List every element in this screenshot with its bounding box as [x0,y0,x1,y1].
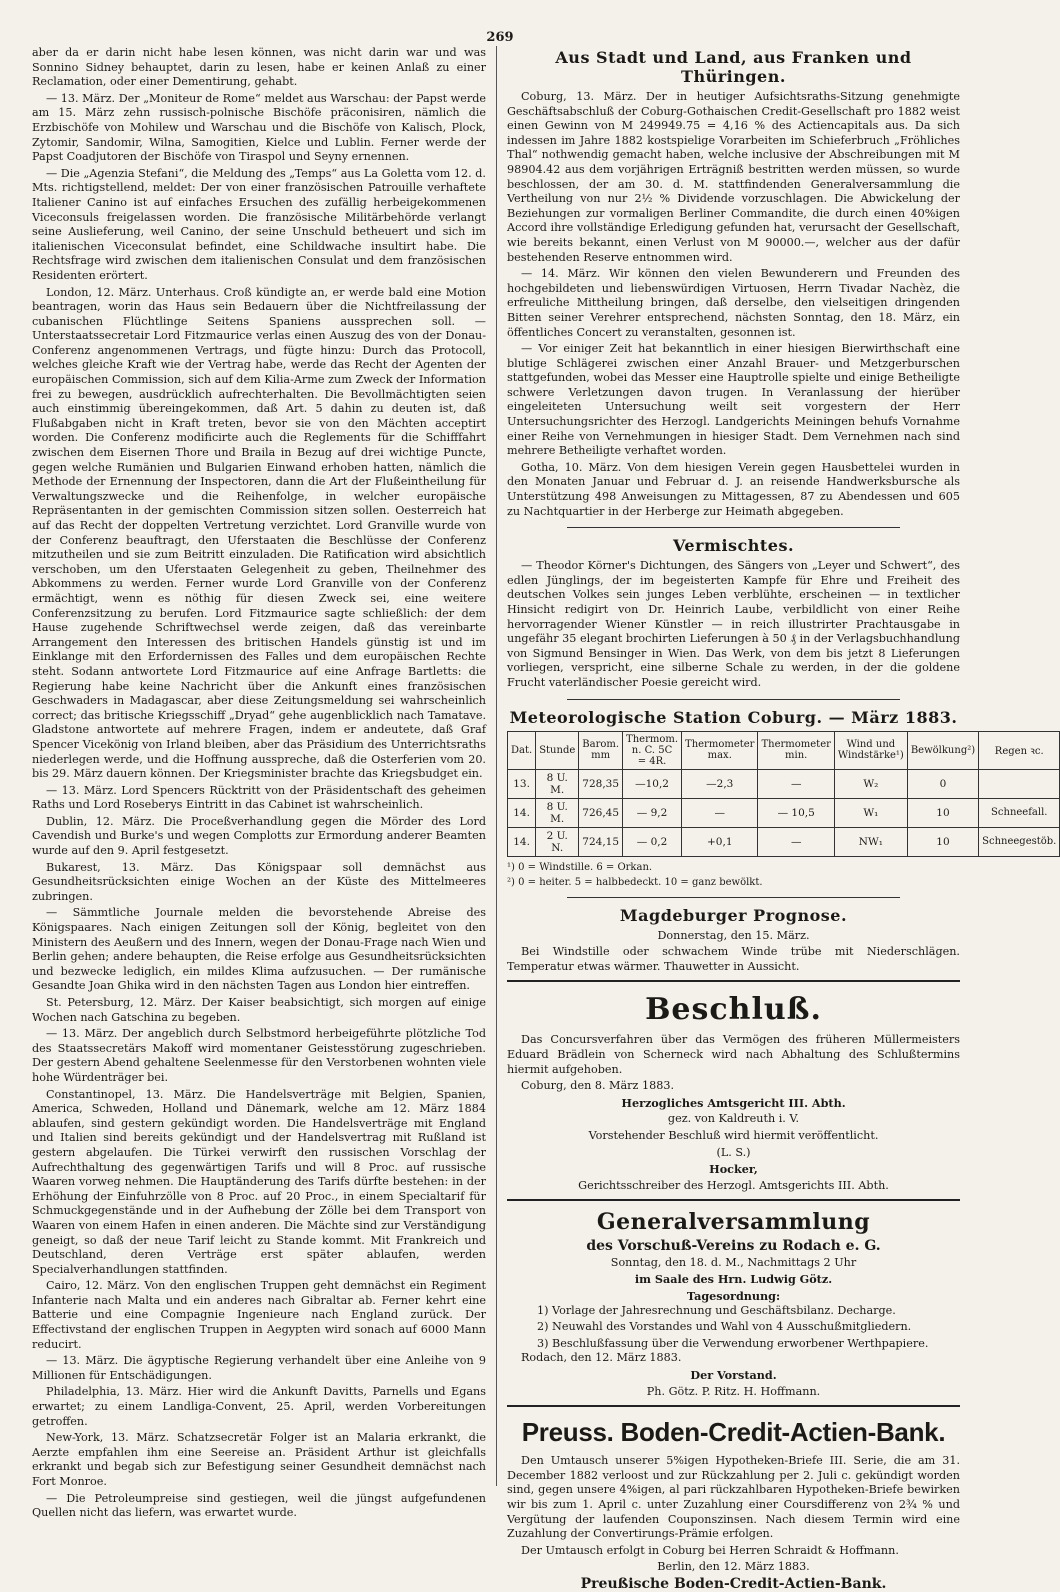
article-paragraph: Bukarest, 13. März. Das Königspaar soll demnächst aus Gesundheitsrücksichten einige Wochen an der Küste des Mittelmeeres zubringen. [32,860,486,903]
weather-station-heading: Meteorologische Station Coburg. — März 1883. [509,707,958,727]
page-number: 269 [486,30,514,45]
table-cell: — [758,769,834,798]
bank-heading: Preuss. Boden-Credit-Actien-Bank. [521,1417,946,1448]
notice-publication: Vorstehender Beschluß wird hiermit veröffentlicht. [588,1128,879,1142]
article-paragraph: — Die Petroleumpreise sind gestiegen, weil die jüngst aufgefundenen Quellen nicht das liefern, was erwartet wurde. [32,1491,486,1520]
divider [507,1199,960,1201]
article-paragraph: — 13. März. Die ägyptische Regierung verhandelt über eine Anleihe von 9 Millionen für Entschädigungen. [32,1354,486,1382]
table-row [508,798,1060,827]
right-column [496,46,1057,1592]
article-paragraph: Gotha, 10. März. Von dem hiesigen Verein gegen Hausbettelei wurden in den Monaten Januar und Februar d. J. an reisende Handwerksbursche als Unterstützung 498 Anweisungen zu Mittagessen, 87 zu Abendessen und 605 zu Nachtquartier in der Herberge zur Heimath abgegeben. [507,460,960,518]
table-cell: NW₁ [834,827,907,856]
divider [567,699,900,700]
table-cell: +0,1 [682,827,758,856]
article-paragraph: St. Petersburg, 12. März. Der Kaiser beabsichtigt, sich morgen auf einige Wochen nach Gatschina zu begeben. [32,996,486,1024]
article-paragraph: — 13. März. Lord Spencers Rücktritt von der Präsidentschaft des geheimen Raths und Lord Roseberys Eintritt in das Cabinet ist wahrscheinlich. [32,783,486,812]
table-cell: 0 [907,769,978,798]
article-paragraph: — Vor einiger Zeit hat bekanntlich in einer hiesigen Bierwirthschaft eine blutige Schlägerei zwischen einer Anzahl Brauer- und Metzgerburschen stattgefunden, wobei das Messer eine Hauptrolle spielte und einige Betheiligte schwere Verletzungen davon trugen. In Veranlassung der hierüber eingeleiteten Untersuchung weilt seit vorgestern der Herr Untersuchungsrichter des Herzogl. Landgerichts Meiningen behufs Vornahme einer Reihe von Vernehmungen in hiesiger Stadt. Dem Vernehmen nach sind mehrere Betheiligte verhaftet worden. [507,342,960,458]
agenda-item: 2) Neuwahl des Vorstandes und Wahl von 4 Ausschußmitgliedern. [537,1320,912,1334]
weather-table [507,731,1060,857]
weather-footnote: ¹) 0 = Windstille. 6 = Orkan. [507,861,653,873]
article-paragraph: aber da er darin nicht habe lesen können, was nicht darin war und was Sonnino Sidney behauptet, darin zu lesen, habe er keinen Anlaß zu einer Reclamation, oder einer Dementirung, gehabt. [32,46,486,89]
table-cell: 10 [907,827,978,856]
section-heading-local-news: Aus Stadt und Land, aus Franken und Thüringen. [555,48,912,86]
notice-clerk-name: Hocker, [709,1162,758,1177]
section-heading-miscellaneous: Vermischtes. [672,536,795,556]
forecast-date: Donnerstag, den 15. März. [657,928,810,942]
agenda-list [507,1304,960,1352]
table-cell: — 9,2 [623,798,682,827]
article-paragraph: Dublin, 12. März. Die Proceßverhandlung gegen die Mörder des Lord Cavendish und Burke's und wegen Complotts zur Ermordung anderer Beamten wurde auf den 9. April festgesetzt. [32,814,486,858]
weather-footnote: ²) 0 = heiter. 5 = halbbedeckt. 10 = ganz bewölkt. [507,876,763,888]
article-paragraph: — 13. März. Der „Moniteur de Rome“ meldet aus Warschau: der Papst werde am 15. März zehn russisch-polnische Bischöfe präconisiren, nämlich die Erzbischöfe von Mohilew und Warschau und die Bischöfe von Kalisch, Plock, Zytomir, Sandomir, Wilna, Samogitien, Kielce und Lublin. Ferner werde der Papst Coadjutoren der Bischöfe von Tiraspol und Seyny ernennen. [32,91,486,164]
forecast-heading: Magdeburger Prognose. [619,905,848,925]
assembly-time: Sonntag, den 18. d. M., Nachmittags 2 Uhr [610,1255,857,1269]
table-cell: Schneegestöb. [979,827,1060,856]
table-cell: — [758,827,834,856]
column-header: Stunde [536,731,579,769]
notice-court: Herzogliches Amtsgericht III. Abth. [621,1095,846,1110]
notice-place-date: Coburg, den 8. März 1883. [521,1079,675,1093]
table-cell [979,769,1060,798]
column-header: Thermom. n. C. 5C = 4R. [623,731,682,769]
left-column [32,46,496,1520]
table-cell: Schneefall. [979,798,1060,827]
article-paragraph: — Sämmtliche Journale melden die bevorstehende Abreise des Königspaares. Nach einigen Zeitungen soll der König, begleitet von den Ministern des Aeußern und des Innern, wegen der Donau-Frage nach Wien und Berlin gehen; andere behaupten, die Reise erfolge aus Gesundheitsrücksichten und bezwecke lediglich, ein mildes Klima aufzusuchen. — Der rumänische Gesandte Joan Ghika wird in den nächsten Tagen aus London hier eintreffen. [32,906,486,993]
table-cell: 724,15 [579,827,623,856]
bank-text: Der Umtausch erfolgt in Coburg bei Herren Schraidt & Hoffmann. [521,1543,899,1557]
table-cell: — [682,798,758,827]
divider [567,527,900,528]
columns [32,46,1057,1592]
table-cell: 14. [508,798,536,827]
table-cell: 8 U. M. [536,769,579,798]
table-cell: 10 [907,798,978,827]
article-paragraph: Constantinopel, 13. März. Die Handelsverträge mit Belgien, Spanien, America, Schweden, Holland und Dänemark, welche am 12. März 1884 ablaufen, sind gestern gekündigt worden. Die Handelsverträge mit England und Italien sind bereits gekündigt und der Handelsvertrag mit Rußland ist gestern abgelaufen. Die Türkei verwirft den russischen Vorschlag der Aufrechthaltung des gegenwärtigen Tarifs und will 8 Proc. auf russische Waaren vorweg nehmen. Die Hauptänderung des Tarifs dürfte bestehen: in der Erhöhung der Einfuhrzölle von 8 Proc. auf 20 Proc., in einem Specialtarif für Schmuckgegenstände und in der Aufhebung der Zölle bei dem Transport von Waaren von einem Hafen in einen anderen. Die Mächte sind zur Verständigung geneigt, so daß der neue Tarif leicht zu Stande kommt. Mit Frankreich und Deutschland, deren Verträge erst später ablaufen, werden Specialverhandlungen stattfinden. [32,1087,486,1276]
assembly-date: Rodach, den 12. März 1883. [521,1351,682,1365]
table-cell: —2,3 [682,769,758,798]
article-paragraph: Cairo, 12. März. Von den englischen Truppen geht demnächst ein Regiment Infanterie nach Malta und ein anderes nach Gibraltar ab. Ferner kehrt eine Batterie und eine Compagnie Ingenieure nach England zurück. Der Effectivstand der englischen Truppen in Aegypten wird sonach auf 6000 Mann reducirt. [32,1279,486,1351]
article-paragraph: — Theodor Körner's Dichtungen, des Sängers von „Leyer und Schwert“, des edlen Jünglings, der im begeisterten Kampfe für Ehre und Freiheit des deutschen Volkes sein junges Leben verblühte, erscheinen — in textlicher Hinsicht redigirt von Dr. Heinrich Laube, verbildlicht von einer Reihe hervorragender Wiener Künstler — in reich illustrirter Prachtausgabe in ungefähr 35 elegant brochirten Lieferungen à 50 ₰ in der Verlagsbuchhandlung von Sigmund Bensinger in Wien. Das Werk, von dem bis jetzt 8 Lieferungen vorliegen, verspricht, eine silberne Schale zu werden, in der die goldene Frucht vaterländischer Poesie gereicht wird. [507,559,960,689]
table-cell: 2 U. N. [536,827,579,856]
table-cell: 13. [508,769,536,798]
assembly-board-names: Ph. Götz. P. Ritz. H. Hoffmann. [646,1384,821,1398]
bank-text: Den Umtausch unserer 5%igen Hypotheken-Briefe III. Serie, die am 31. December 1882 verloost und zur Rückzahlung per 2. Juli c. gekündigt worden sind, gegen unsere 4%igen, al pari rückzahlbaren Hypotheken-Briefe bewirken wir bis zum 1. April c. unter Zuzahlung einer Coursdifferenz von 2¾ % und Vergütung der laufenden Couponszinsen. Nach diesem Termin wird eine Zuzahlung der Convertirungs-Prämie erfolgen. [507,1454,960,1541]
article-paragraph: Coburg, 13. März. Der in heutiger Aufsichtsraths-Sitzung genehmigte Geschäftsabschluß der Coburg-Gothaischen Credit-Gesellschaft pro 1882 weist einen Gewinn von M 249949.75 = 4,16 % des Actiencapitals aus. Da sich indessen im Jahre 1882 kostspielige Vorarbeiten im Schieferbruch „Fröhliches Thal“ nothwendig gemacht haben, welche inclusive der Abschreibungen mit M 98904.42 aus dem vorjährigen Erträgniß bestritten werden müssen, so wurde beschlossen, der am 30. d. M. stattfindenden Generalversammlung die Vertheilung von nur 2½ % Dividende vorzuschlagen. Die Abwickelung der Beziehungen zur vormaligen Berliner Commandite, die durch einen 40%igen Accord ihre vollständige Erledigung gefunden hat, verursacht der Gesellschaft, wie bereits bekannt, einen Verlust von M 90000.—, welcher aus der dafür bestehenden Reserve entnommen wird. [507,90,960,264]
article-paragraph: — 13. März. Der angeblich durch Selbstmord herbeigeführte plötzliche Tod des Staatssecretärs Makoff wird momentaner Geistesstörung zugeschrieben. Der gestern Abend gehaltene Seelenmesse für den Verstorbenen wohnten viele hohe Würdenträger bei. [32,1027,486,1084]
table-cell: — 0,2 [623,827,682,856]
article-paragraph: — Die „Agenzia Stefani“, die Meldung des „Temps“ aus La Goletta vom 12. d. Mts. richtigstellend, meldet: Der von einer französischen Patrouille verhaftete Italiener Canino ist auf einfaches Ersuchen des zufällig herbeigekommenen Viceconsuls freigelassen worden. Die französische Militärbehörde verlangt seine Auslieferung, weil Canino, der seine Unschuld betheuert und sich im italienischen Viceconsulat befindet, eine Schildwache insultirt habe. Die Rechtsfrage wird zwischen dem italienischen Consulat und dem französischen Residenten erörtert. [32,166,486,282]
assembly-board: Der Vorstand. [690,1368,777,1383]
table-cell: — 10,5 [758,798,834,827]
column-header: Bewölkung²) [907,731,978,769]
weather-table-header [508,731,1060,769]
column-header: Regen ꝛc. [979,731,1060,769]
bank-signature: Preußische Boden-Credit-Actien-Bank. [580,1575,887,1592]
divider [507,980,960,982]
article-paragraph: — 14. März. Wir können den vielen Bewunderern und Freunden des hochgebildeten und liebenswürdigen Virtuosen, Herrn Tivadar Nachèz, die erfreuliche Mittheilung bringen, daß derselbe, den vielseitigen dringenden Bitten seiner Verehrer entsprechend, nächsten Sonntag, den 18. März, ein öffentliches Concert zu veranstalten, gesonnen ist. [507,267,960,339]
notice-text: Das Concursverfahren über das Vermögen des früheren Müllermeisters Eduard Brädlein von Scherneck wird nach Abhaltung des Schlußtermins hiermit aufgehoben. [507,1033,960,1076]
assembly-location: im Saale des Hrn. Ludwig Götz. [634,1272,833,1287]
article-paragraph: London, 12. März. Unterhaus. Croß kündigte an, er werde bald eine Motion beantragen, worin das Haus sein Bedauern über die Nichtfreilassung der cubanischen Flüchtlinge Seitens Spaniens aussprechen soll. — Unterstaatssecretair Lord Fitzmaurice verlas einen Auszug des von der Donau-Conferenz angenommenen Vertrags, und fügte hinzu: Durch das Protocoll, welches gleiche Kraft wie der Vertrag habe, werde das Recht der Agenten der europäischen Commission, sich auf dem Kilia-Arme zum Zweck der Information frei zu bewegen, ausdrücklich aufrechterhalten. Die Bevollmächtigten seien auch einstimmig übereingekommen, daß Art. 5 dahin zu deuten ist, daß Flußabgaben nicht in Kraft treten, bevor sie von den Mächten acceptirt worden. Die Conferenz modificirte auch die Reglements für die Schifffahrt zwischen dem Eisernen Thore und Braila in Bezug auf drei wichtige Puncte, gegen welche Rumänien und Bulgarien Einwand erhoben hatten, nämlich die Methode der Ernennung der Inspectoren, dann die Art der Flußeintheilung für Verwaltungszwecke und die Reihenfolge, in welcher europäische Repräsentanten in der gemischten Commission sitzen sollen. Oesterreich hat auf das Recht der doppelten Vertretung verzichtet. Lord Granville wurde von der Conferenz beauftragt, den Uferstaaten die Beschlüsse der Conferenz mitzutheilen und sie zum Beitritt einzuladen. Die Ratification wird absichtlich verschoben, um den Uferstaaten Gelegenheit zu geben, Theilnehmer des Abkommens zu werden. Ferner wurde Lord Granville von der Conferenz ermächtigt, wenn es nöthig für diesen Zweck sei, eine weitere Conferenzsitzung zu berufen. Lord Fitzmaurice sagte schließlich: der dem Hause zugehende Schriftwechsel werde zeigen, daß das vereinbarte Arrangement den Interessen des britischen Handels günstig ist und im Einklange mit den Erfordernissen des Falles und dem europäischen Rechte steht. Sodann antwortete Lord Fitzmaurice auf eine Anfrage Bartletts: die Regierung habe keine Nachricht über die Ankunft eines französischen Geschwaders in Madagascar, aber diese Zeitungsmeldung sei wahrscheinlich correct; das britische Kriegsschiff „Dryad“ gehe augenblicklich nach Tamatave. Gladstone antwortete auf mehrere Fragen, indem er andeutete, daß Graf Spencer Vicekönig von Irland bleiben, aber das Präsidium des Unterrichtsraths niederlegen werde, und die Hoffnung ausspreche, daß die Osterferien vom 20. bis 29. März dauern können. Der Kriegsminister brachte das Kriegsbudget ein. [32,285,486,781]
table-cell: —10,2 [623,769,682,798]
column-header: Thermometer max. [682,731,758,769]
article-paragraph: New-York, 13. März. Schatzsecretär Folger ist an Malaria erkrankt, die Aerzte empfahlen ihm eine Seereise an. Präsident Arthur ist gleichfalls erkrankt und begab sich zur Befestigung seiner Gesundheit demnächst nach Fort Monroe. [32,1431,486,1488]
table-cell: W₁ [834,798,907,827]
column-header: Thermometer min. [758,731,834,769]
notice-signed: gez. von Kaldreuth i. V. [667,1112,800,1126]
table-row [508,769,1060,798]
table-cell: 14. [508,827,536,856]
notice-heading: Beschluß. [645,992,822,1028]
table-cell: 8 U. M. [536,798,579,827]
column-header: Dat. [508,731,536,769]
assembly-heading: Generalversammlung [596,1209,871,1236]
bank-date: Berlin, den 12. März 1883. [657,1560,810,1574]
divider [567,897,900,898]
column-header: Barom. mm [579,731,623,769]
forecast-text: Bei Windstille oder schwachem Winde trübe mit Niederschlägen. Temperatur etwas wärmer. Thauwetter in Aussicht. [507,945,960,973]
table-row [508,827,1060,856]
table-cell: 728,35 [579,769,623,798]
agenda-item: 3) Beschlußfassung über die Verwendung erworbener Werthpapiere. [537,1336,929,1350]
table-cell: 726,45 [579,798,623,827]
article-paragraph: Philadelphia, 13. März. Hier wird die Ankunft Davitts, Parnells und Egans erwartet; zu einem Landliga-Convent, 25. April, werden Vorbereitungen getroffen. [32,1385,486,1428]
assembly-subtitle: des Vorschuß-Vereins zu Rodach e. G. [586,1238,881,1255]
divider [507,1405,960,1407]
column-header: Wind und Windstärke¹) [834,731,907,769]
notice-clerk-role: Gerichtsschreiber des Herzogl. Amtsgerichts III. Abth. [578,1178,889,1192]
table-cell: W₂ [834,769,907,798]
agenda-heading: Tagesordnung: [686,1289,781,1304]
notice-seal: (L. S.) [716,1145,751,1159]
agenda-item: 1) Vorlage der Jahresrechnung und Geschäftsbilanz. Decharge. [537,1303,896,1317]
